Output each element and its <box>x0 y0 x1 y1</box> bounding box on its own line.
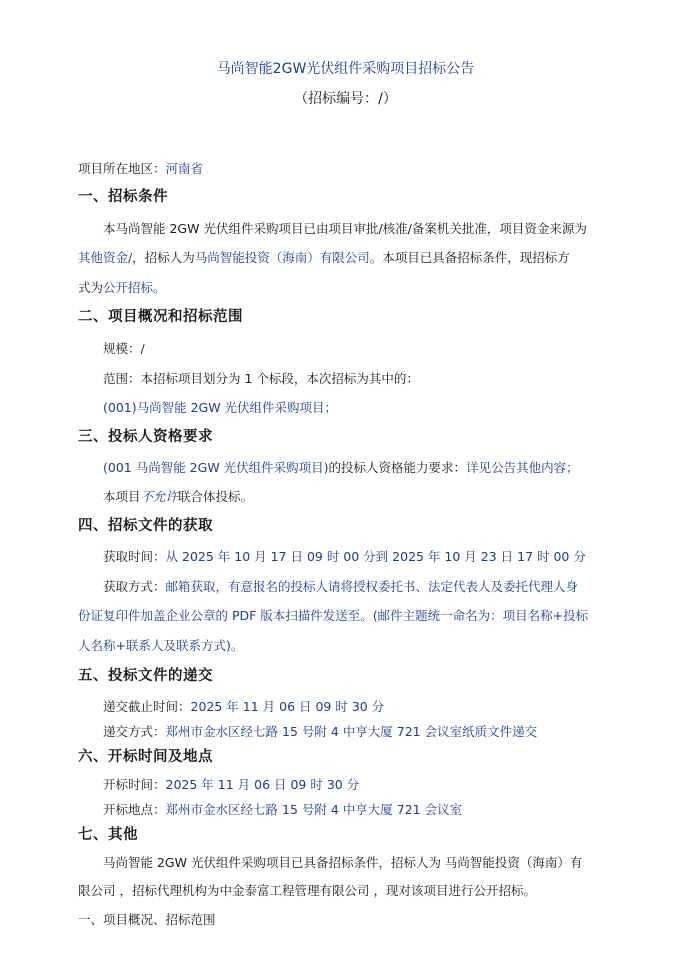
s1-text: ，招标人为 <box>132 250 195 265</box>
s7-sub-heading: 一、项目概况、招标范围 <box>78 912 216 927</box>
tenderer-name: 马尚智能投资（海南）有限公司 <box>194 250 370 265</box>
s1-text-3: 式为 <box>78 280 104 295</box>
section-heading-3: 三、投标人资格要求 <box>78 429 213 445</box>
project-region <box>78 160 203 178</box>
s7-line-1: 马尚智能 2GW 光伏组件采购项目已具备招标条件，招标人为 马尚智能投资（海南）有 <box>103 855 583 870</box>
document-title: 马尚智能2GW光伏组件采购项目招标公告 <box>216 61 475 77</box>
opening-place-label: 开标地点： <box>103 802 166 817</box>
obtain-time-label: 获取时间： <box>103 549 166 564</box>
consortium-text-2: 联合体投标。 <box>178 489 254 504</box>
s1-text-4: 。 <box>153 280 166 295</box>
section-heading-4: 四、招标文件的获取 <box>78 518 213 534</box>
opening-place-value: 郑州市金水区经七路 15 号附 4 中亨大厦 721 会议室 <box>165 802 463 817</box>
tender-number: （招标编号：/） <box>294 91 397 107</box>
obtain-method-line-1 <box>103 578 578 596</box>
obtain-method-line-2: 份证复印件加盖企业公章的 PDF 版本扫描件发送至。(邮件主题统一命名为：项目名称+投标 <box>78 608 589 623</box>
submit-method-value: 郑州市金水区经七路 15 号附 4 中亨大厦 721 会议室纸质文件递交 <box>165 724 538 739</box>
section-heading-7: 七、其他 <box>78 827 138 843</box>
obtain-method-label: 获取方式： <box>103 579 166 594</box>
opening-place-line <box>103 801 462 819</box>
section-heading-6: 六、开标时间及地点 <box>78 749 213 765</box>
section-heading-5: 五、投标文件的递交 <box>78 668 213 684</box>
deadline-value: 2025 年 11 月 06 日 09 时 30 分 <box>190 699 385 714</box>
scale-label: 规模： <box>103 341 141 356</box>
scope-line: 范围：本招标项目划分为 1 个标段，本次招标为其中的： <box>103 371 419 386</box>
deadline-label: 递交截止时间： <box>103 699 191 714</box>
s7-line-2: 限公司 ，招标代理机构为中金泰富工程管理有限公司 ，现对该项目进行公开招标。 <box>78 883 536 898</box>
obtain-method-line-3: 人名称+联系人及联系方式)。 <box>78 638 244 653</box>
s1-line-2 <box>78 249 570 267</box>
consortium-text: 本项目 <box>103 489 141 504</box>
s1-line-3 <box>78 279 166 297</box>
obtain-method-value-1: 邮箱获取，有意报名的投标人请将授权委托书、法定代表人及委托代理人身 <box>165 579 579 594</box>
opening-time-line <box>103 776 359 794</box>
fund-source: 其他资金/ <box>78 250 133 265</box>
region-label: 项目所在地区： <box>78 161 166 176</box>
opening-time-label: 开标时间： <box>103 777 166 792</box>
scale-value: / <box>140 341 145 356</box>
s1-line-1: 本马尚智能 2GW 光伏组件采购项目已由项目审批/核准/备案机关批准，项目资金来源为 <box>103 221 587 236</box>
qualification-lot: (001 马尚智能 2GW 光伏组件采购项目) <box>103 460 329 475</box>
qualification-text: 的投标人资格能力要求： <box>328 460 467 475</box>
opening-time-value: 2025 年 11 月 06 日 09 时 30 分 <box>165 777 360 792</box>
obtain-time-line <box>103 548 586 566</box>
scale-line <box>103 340 145 358</box>
obtain-time-value: 从 2025 年 10 月 17 日 09 时 00 分到 2025 年 10 月 23 日 17 时 00 分 <box>165 549 586 564</box>
qualification-line <box>103 459 579 477</box>
section-heading-1: 一、招标条件 <box>78 189 168 205</box>
section-heading-2: 二、项目概况和招标范围 <box>78 309 243 325</box>
s1-text-2: 。本项目已具备招标条件，现招标方 <box>369 250 570 265</box>
qualification-detail: 详见公告其他内容； <box>466 460 579 475</box>
tender-method: 公开招标 <box>103 280 154 295</box>
deadline-line <box>103 698 384 716</box>
submit-method-label: 递交方式： <box>103 724 166 739</box>
consortium-value: 不允许 <box>140 489 179 504</box>
consortium-line <box>103 488 253 506</box>
submit-method-line <box>103 723 537 741</box>
lot-line: (001)马尚智能 2GW 光伏组件采购项目； <box>103 400 338 415</box>
region-value: 河南省 <box>165 161 204 176</box>
